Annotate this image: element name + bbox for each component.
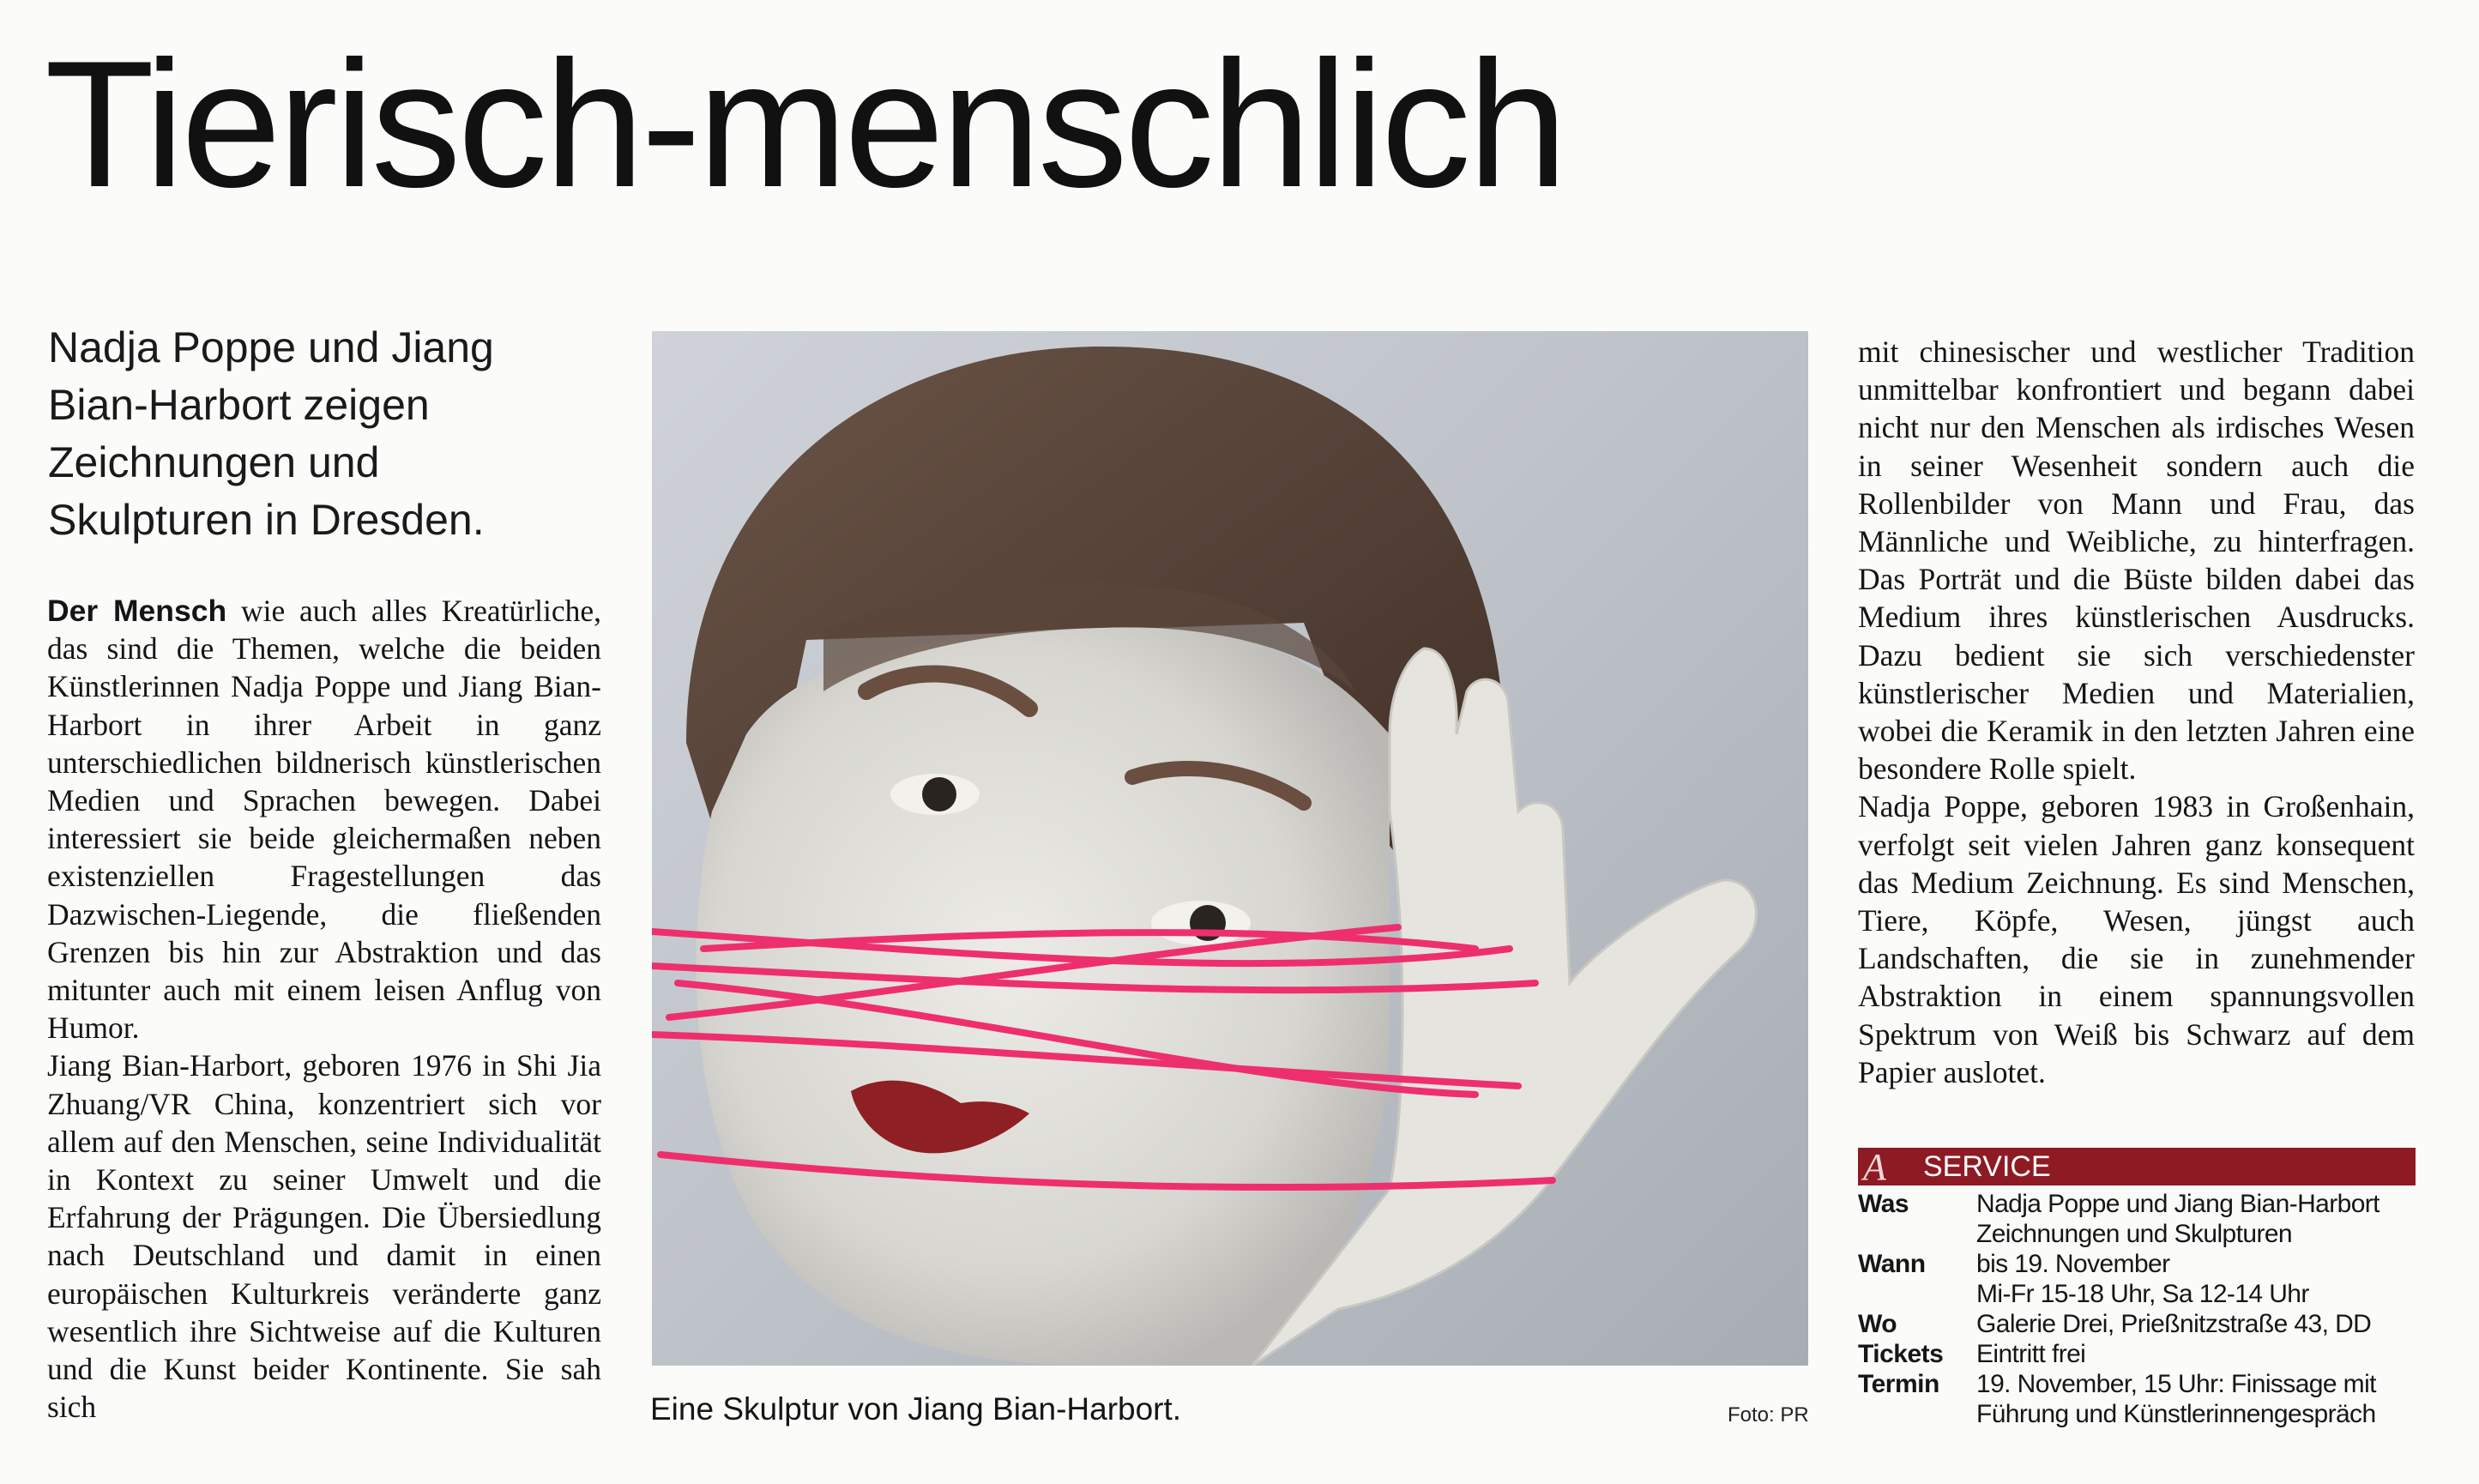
service-value-line: Führung und Künstlerinnengespräch	[1976, 1400, 2376, 1428]
lead-word: Der Mensch	[47, 594, 227, 628]
service-label-tickets: Tickets	[1858, 1340, 1944, 1368]
service-details	[1858, 1189, 2416, 1429]
service-label-termin: Termin	[1858, 1370, 1939, 1398]
subhead-line: Skulpturen in Dresden.	[48, 496, 485, 544]
service-value-termin	[1976, 1369, 2416, 1429]
sculpture-photo	[652, 331, 1808, 1366]
subhead-line: Bian-Harbort zeigen	[48, 381, 430, 429]
service-value-line: Galerie Drei, Prießnitzstraße 43, DD	[1976, 1310, 2372, 1338]
service-label-was: Was	[1858, 1190, 1909, 1218]
service-header	[1858, 1145, 2416, 1188]
paragraph-intro	[47, 592, 601, 1047]
headline: Tierisch-menschlich	[45, 23, 1565, 225]
service-value-line: Nadja Poppe und Jiang Bian-Harbort	[1976, 1190, 2379, 1218]
service-value-line: Eintritt frei	[1976, 1340, 2086, 1368]
service-title: SERVICE	[1923, 1149, 2051, 1183]
subheadline	[48, 319, 597, 549]
subhead-line: Nadja Poppe und Jiang	[48, 323, 494, 371]
sculpture-illustration	[652, 331, 1808, 1366]
paragraph-tradition: mit chinesischer und westlicher Tradition unmittelbar konfrontiert und begann dabei nicht nur den Menschen als irdisches Wesen in seiner Wesenheit sondern auch die Rollenbilder von Mann und Frau, das Männliche und Weibliche, zu hinterfragen. Das Porträt und die Büste bilden dabei das Medium ihres künstlerischen Ausdrucks. Dazu bedient sie sich verschiedenster künstlerischer Medien und Materialien, wobei die Keramik in den letzten Jahren eine besondere Rolle spielt.	[1858, 335, 2415, 787]
service-value-wo	[1976, 1309, 2416, 1339]
script-a-logo-icon: A	[1863, 1145, 1886, 1188]
article-column-left	[47, 592, 601, 1426]
service-value-line: Mi-Fr 15-18 Uhr, Sa 12-14 Uhr	[1976, 1280, 2309, 1308]
service-label-wann: Wann	[1858, 1250, 1926, 1278]
paragraph-nadja: Nadja Poppe, geboren 1983 in Großenhain, verfolgt seit vielen Jahren ganz konsequent das Medium Zeichnung. Es sind Menschen, Tiere, Köpfe, Wesen, jüngst auch Landschaften, die sie in zunehmender Abstraktion in einem spannungsvollen Spektrum von Weiß bis Schwarz auf dem Papier auslotet.	[1858, 789, 2415, 1089]
service-value-tickets	[1976, 1339, 2416, 1369]
service-box	[1858, 1145, 2416, 1429]
photo-caption: Eine Skulptur von Jiang Bian-Harbort.	[650, 1391, 1182, 1427]
subhead-line: Zeichnungen und	[48, 438, 380, 486]
paragraph-text: wie auch alles Kreatürliche, das sind die Themen, welche die beiden Künstlerinnen Nadja Poppe und Jiang Bian-Harbort in ihrer Arbeit in ganz unterschiedlichen bildnerisch künstlerischen Medien und Sprachen bewegen. Dabei interessiert sie beide gleichermaßen neben existenziellen Fragestellungen das Dazwischen-Liegende, die fließenden Grenzen bis hin zur Abstraktion und das mitunter auch mit einem leisen Anflug von Humor.	[47, 594, 601, 1046]
service-value-wann	[1976, 1249, 2416, 1309]
service-value-line: Zeichnungen und Skulpturen	[1976, 1220, 2293, 1248]
photo-credit: Foto: PR	[1728, 1403, 1809, 1427]
paragraph-jiang: Jiang Bian-Harbort, geboren 1976 in Shi Jia Zhuang/VR China, konzentriert sich vor allem auf den Menschen, seine Individualität in Kontext zu seiner Umwelt und die Erfahrung der Prägungen. Die Übersiedlung nach Deutschland und damit in einen europäischen Kulturkreis veränderte ganz wesentlich ihre Sichtweise auf die Kulturen und die Kunst beider Kontinente. Sie sah sich	[47, 1048, 601, 1425]
service-value-line: 19. November, 15 Uhr: Finissage mit	[1976, 1370, 2376, 1398]
article-column-right	[1858, 333, 2415, 1091]
service-label-wo: Wo	[1858, 1310, 1897, 1338]
service-value-line: bis 19. November	[1976, 1250, 2170, 1278]
service-value-was	[1976, 1189, 2416, 1249]
